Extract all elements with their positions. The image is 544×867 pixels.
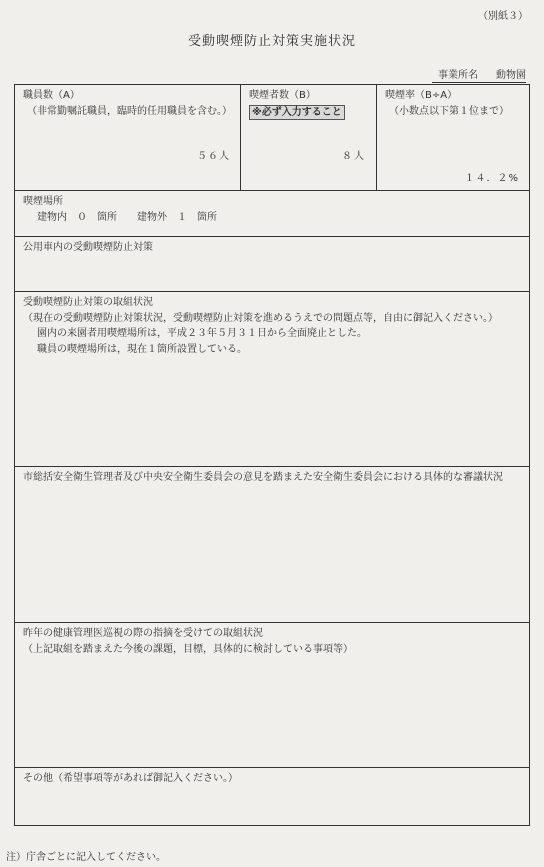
- survey-form: [14, 84, 530, 826]
- smokers-cell: [241, 85, 377, 190]
- health-row: [15, 623, 529, 768]
- places-row: [15, 191, 529, 237]
- health-note: （上記取組を踏まえた今後の課題，目標，具体的に検討している事項等）: [23, 643, 353, 655]
- measures-cell[interactable]: [15, 292, 529, 466]
- committee-row: [15, 467, 529, 623]
- health-cell[interactable]: [15, 623, 529, 767]
- measures-line-2: 職員の喫煙場所は，現在１箇所設置している。: [37, 343, 247, 355]
- smokers-value[interactable]: ８人: [342, 151, 366, 162]
- staff-note: （非常勤嘱託職員，臨時的任用職員を含む。）: [27, 105, 232, 117]
- required-note: ※必ず入力すること: [249, 105, 345, 120]
- places-detail[interactable]: 建物内 ０ 箇所 建物外 １ 箇所: [37, 211, 217, 223]
- measures-label: 受動喫煙防止対策の取組状況: [23, 297, 153, 308]
- office-value: 動物園: [496, 70, 526, 81]
- counts-row: [15, 85, 529, 191]
- places-cell: [15, 191, 529, 236]
- rate-note: （小数点以下第１位まで）: [389, 105, 509, 117]
- rate-cell: [377, 85, 529, 190]
- places-label: 喫煙場所: [23, 196, 63, 207]
- staff-label: 職員数（A）: [23, 90, 80, 101]
- measures-note: （現在の受動喫煙防止対策状況，受動喫煙防止対策を進めるうえでの問題点等，自由に御記入ください。）: [23, 312, 498, 324]
- health-label: 昨年の健康管理医巡視の際の指摘を受けての取組状況: [23, 628, 263, 639]
- vehicle-cell[interactable]: [15, 237, 529, 291]
- measures-row: [15, 292, 529, 467]
- other-row: [15, 768, 529, 825]
- measures-line-1: 園内の来園者用喫煙場所は，平成２３年５月３１日から全面廃止とした。: [37, 328, 367, 339]
- office-name: [432, 66, 526, 83]
- smokers-label: 喫煙者数（B）: [249, 90, 316, 101]
- committee-cell[interactable]: [15, 467, 529, 622]
- staff-cell: [15, 85, 241, 190]
- vehicle-label: 公用車内の受動喫煙防止対策: [23, 242, 153, 253]
- committee-label: 市総括安全衛生管理者及び中央安全衛生委員会の意見を踏まえた安全衛生委員会における具体的な審議状況: [23, 472, 503, 483]
- office-label: 事業所名: [438, 70, 478, 81]
- vehicle-row: [15, 237, 529, 292]
- rate-value[interactable]: １４．２%: [464, 173, 519, 184]
- rate-label: 喫煙率（B÷A）: [385, 90, 458, 101]
- other-label: その他（希望事項等があれば御記入ください。）: [23, 773, 238, 784]
- page-title: 受動喫煙防止対策実施状況: [187, 34, 356, 49]
- staff-value[interactable]: ５６人: [197, 151, 230, 162]
- footnote: 注）庁舎ごとに記入してください。: [6, 852, 166, 863]
- attachment-number: （別紙３）: [478, 11, 528, 22]
- other-cell[interactable]: [15, 768, 529, 825]
